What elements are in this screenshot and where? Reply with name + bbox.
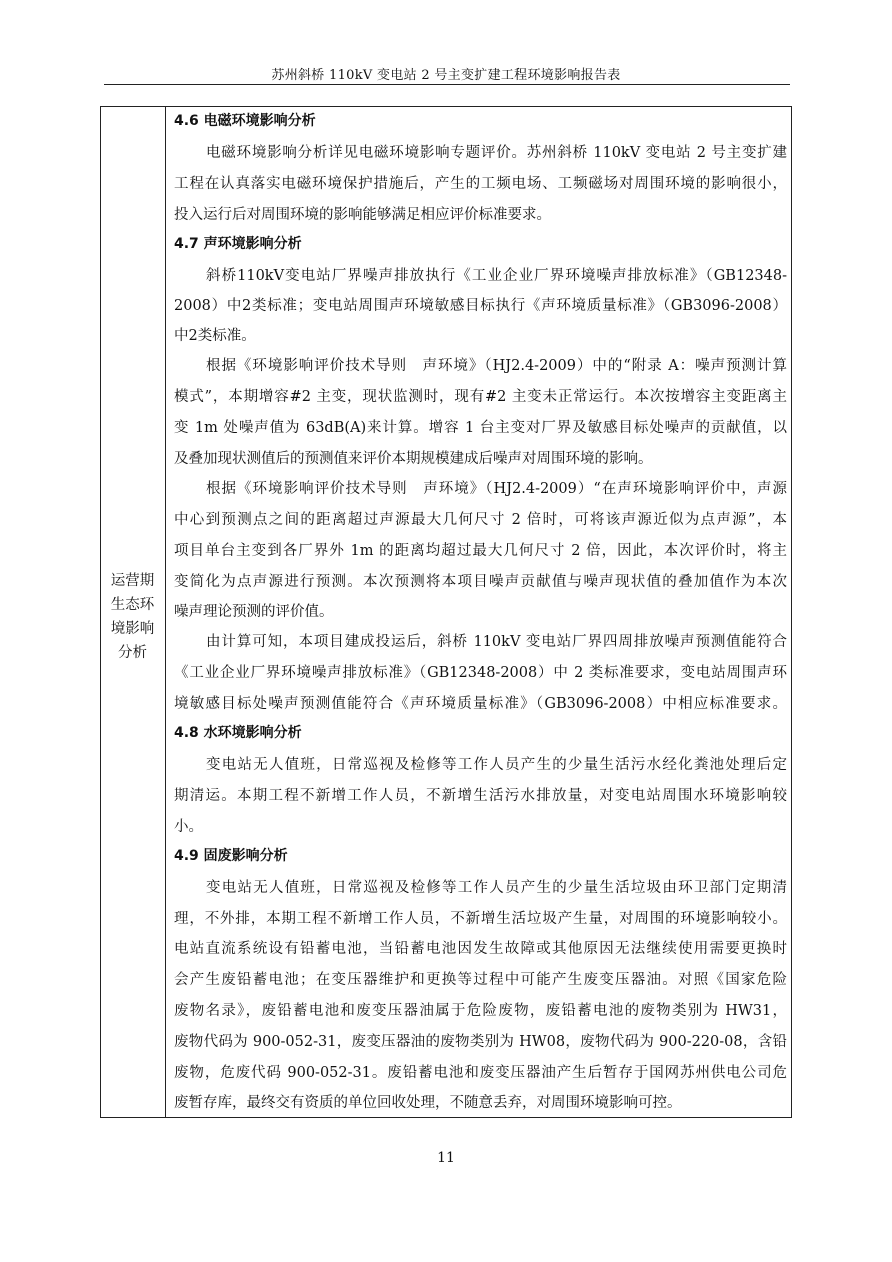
left-label-line: 生态环 bbox=[110, 597, 155, 613]
paragraph-line: 中心到预测点之间的距离超过声源最大几何尺寸 2 倍时，可将该声源近似为点声源”，本 bbox=[174, 512, 787, 528]
paragraph-line: 会产生废铅蓄电池；在变压器维护和更换等过程中可能产生废变压器油。对照《国家危险 bbox=[174, 972, 787, 988]
paragraph-line: 变 1m 处噪声值为 63dB(A)来计算。增容 1 台主变对厂界及敏感目标处噪声的贡献值，以 bbox=[174, 420, 787, 436]
paragraph-line: 理，不外排，本期工程不新增工作人员，不新增生活垃圾产生量，对周围的环境影响较小。 bbox=[174, 911, 787, 927]
paragraph-line: 工程在认真落实电磁环境保护措施后，产生的工频电场、工频磁场对周围环境的影响很小， bbox=[174, 176, 787, 192]
left-column bbox=[101, 107, 166, 1117]
paragraph-line: 2008）中2类标准；变电站周围声环境敏感目标执行《声环境质量标准》（GB3096-2008） bbox=[174, 298, 787, 314]
paragraph-line: 期清运。本期工程不新增工作人员，不新增生活污水排放量，对变电站周围水环境影响较 bbox=[174, 788, 787, 804]
paragraph-line: 噪声理论预测的评价值。 bbox=[174, 604, 334, 620]
paragraph-line: 变简化为点声源进行预测。本次预测将本项目噪声贡献值与噪声现状值的叠加值作为本次 bbox=[174, 574, 787, 590]
paragraph-line: 由计算可知，本项目建成投运后，斜桥 110kV 变电站厂界四周排放噪声预测值能符合 bbox=[206, 634, 787, 650]
paragraph-line: 废物，危废代码 900-052-31。废铅蓄电池和废变压器油产生后暂存于国网苏州供电公司危 bbox=[174, 1065, 787, 1081]
paragraph-line: 境敏感目标处噪声预测值能符合《声环境质量标准》（GB3096-2008）中相应标准要求。 bbox=[174, 696, 787, 712]
left-label-line: 运营期 bbox=[110, 573, 155, 589]
left-label-line: 境影响 bbox=[110, 621, 155, 637]
paragraph-line: 及叠加现状测值后的预测值来评价本期规模建成后噪声对周围环境的影响。 bbox=[174, 451, 653, 467]
paragraph-line: 《工业企业厂界环境噪声排放标准》（GB12348-2008）中 2 类标准要求，变电站周围声环 bbox=[174, 665, 787, 681]
section-heading-4-8: 4.8 水环境影响分析 bbox=[174, 725, 302, 741]
paragraph-line: 斜桥110kV变电站厂界噪声排放执行《工业企业厂界环境噪声排放标准》（GB12348- bbox=[206, 268, 787, 284]
paragraph-line: 废物代码为 900-052-31，废变压器油的废物类别为 HW08，废物代码为 900-220-08，含铅 bbox=[174, 1034, 787, 1050]
section-heading-4-7: 4.7 声环境影响分析 bbox=[174, 236, 302, 252]
page-header-title: 苏州斜桥 110kV 变电站 2 号主变扩建工程环境影响报告表 bbox=[271, 68, 621, 83]
paragraph-line: 变电站无人值班，日常巡视及检修等工作人员产生的少量生活污水经化粪池处理后定 bbox=[206, 757, 787, 773]
paragraph-line: 项目单台主变到各厂界外 1m 的距离均超过最大几何尺寸 2 倍，因此，本次评价时，将主 bbox=[174, 543, 787, 559]
section-heading-4-9: 4.9 固废影响分析 bbox=[174, 848, 288, 864]
page-number: 11 bbox=[437, 1150, 455, 1166]
paragraph-line: 电磁环境影响分析详见电磁环境影响专题评价。苏州斜桥 110kV 变电站 2 号主变扩建 bbox=[206, 145, 787, 161]
left-label bbox=[104, 569, 161, 665]
paragraph-line: 根据《环境影响评价技术导则 声环境》（HJ2.4-2009）“在声环境影响评价中，声源 bbox=[206, 481, 787, 497]
paragraph-line: 废物名录》，废铅蓄电池和废变压器油属于危险废物，废铅蓄电池的废物类别为 HW31， bbox=[174, 1003, 787, 1019]
content-table bbox=[100, 106, 792, 1118]
paragraph-line: 根据《环境影响评价技术导则 声环境》（HJ2.4-2009）中的“附录 A：噪声预测计算 bbox=[206, 358, 787, 374]
paragraph-line: 变电站无人值班，日常巡视及检修等工作人员产生的少量生活垃圾由环卫部门定期清 bbox=[206, 880, 787, 896]
header-rule bbox=[104, 84, 790, 85]
paragraph-line: 模式”，本期增容#2 主变，现状监测时，现有#2 主变未正常运行。本次按增容主变距离主 bbox=[174, 389, 787, 405]
paragraph-line: 电站直流系统设有铅蓄电池，当铅蓄电池因发生故障或其他原因无法继续使用需要更换时 bbox=[174, 941, 787, 957]
paragraph-line: 中2类标准。 bbox=[174, 328, 256, 344]
left-label-line: 分析 bbox=[118, 645, 147, 661]
section-heading-4-6: 4.6 电磁环境影响分析 bbox=[174, 113, 316, 129]
paragraph-line: 废暂存库，最终交有资质的单位回收处理，不随意丢弃，对周围环境影响可控。 bbox=[174, 1095, 682, 1111]
paragraph-line: 投入运行后对周围环境的影响能够满足相应评价标准要求。 bbox=[174, 207, 551, 223]
paragraph-line: 小。 bbox=[174, 819, 203, 835]
